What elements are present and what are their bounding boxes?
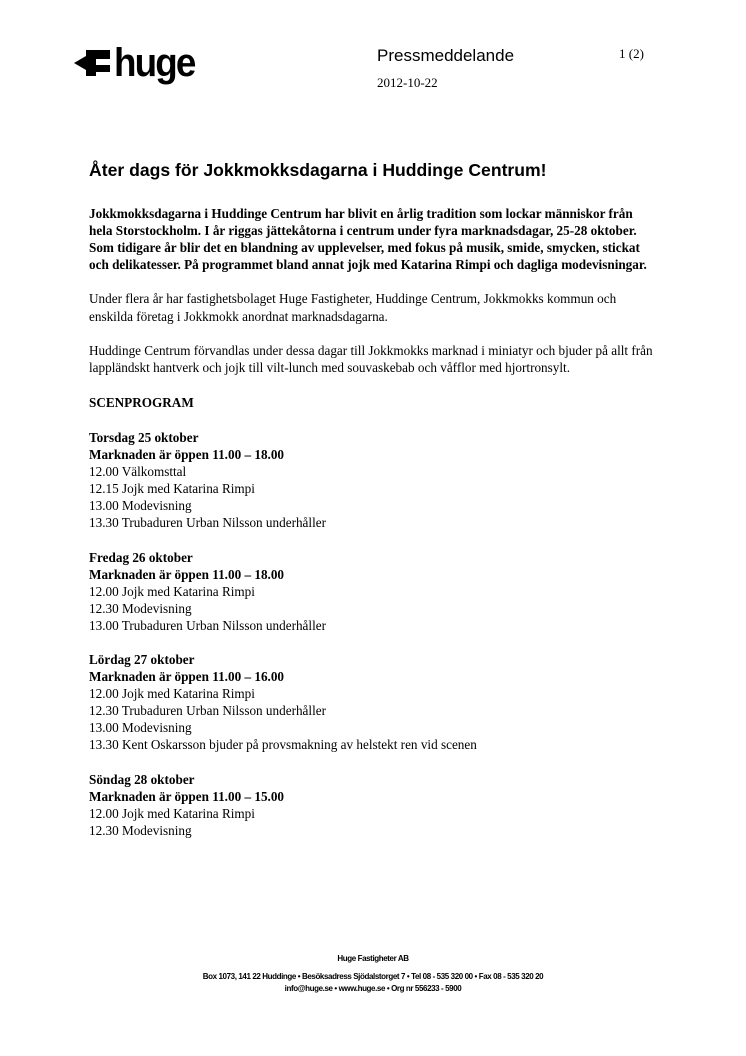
day-title: Torsdag 25 oktober bbox=[89, 429, 199, 445]
day-title: Söndag 28 oktober bbox=[89, 771, 195, 787]
huge-logo-mark-icon bbox=[72, 48, 112, 78]
program-event: 12.00 Jojk med Katarina Rimpi bbox=[89, 805, 255, 821]
body-paragraph: Huddinge Centrum förvandlas under dessa dagar till Jokkmokks marknad i miniatyr och bjuder på allt från lappländskt hantverk och jojk till vilt-lunch med souvaskebab och våfflor med hjortronsylt. bbox=[89, 342, 653, 375]
program-event: 13.00 Trubaduren Urban Nilsson underhåller bbox=[89, 617, 326, 633]
program-event: 13.30 Kent Oskarsson bjuder på provsmakning av helstekt ren vid scenen bbox=[89, 737, 477, 753]
market-hours: Marknaden är öppen 11.00 – 15.00 bbox=[89, 788, 285, 804]
page-footer bbox=[0, 953, 746, 995]
market-hours: Marknaden är öppen 11.00 – 16.00 bbox=[89, 669, 285, 685]
intro-paragraph: Jokkmokksdagarna i Huddinge Centrum har blivit en årlig tradition som lockar människor från hela Storstockholm. I år riggas jättekåtorna i centrum under fyra marknadsdagar, 25-28 oktober. Som tidigare år blir det en blandning av upplevelser, med fokus på musik, smide, smycken, stickat och delikatesser. På programmet bland annat jojk med Katarina Rimpi och dagliga modevisningar. bbox=[89, 206, 647, 273]
program-event: 13.00 Modevisning bbox=[89, 498, 192, 514]
press-release-body bbox=[89, 160, 659, 856]
footer-address: Box 1073, 141 22 Huddinge • Besöksadress Sjödalstorget 7 • Tel 08 - 535 320 00 • Fax 08 - 535 320 20 bbox=[202, 972, 544, 981]
program-event: 13.00 Modevisning bbox=[89, 720, 192, 736]
headline: Åter dags för Jokkmokksdagarna i Huddinge Centrum! bbox=[89, 160, 547, 180]
program-event: 12.15 Jojk med Katarina Rimpi bbox=[89, 481, 255, 497]
page-number: 1 (2) bbox=[619, 46, 644, 61]
body-paragraph: Under flera år har fastighetsbolaget Huge Fastigheter, Huddinge Centrum, Jokkmokks kommun och enskilda företag i Jokkmokk anordnat marknadsdagarna. bbox=[89, 291, 617, 324]
document-type: Pressmeddelande bbox=[377, 46, 515, 65]
program-event: 12.00 Välkomsttal bbox=[89, 464, 187, 480]
program-event: 13.30 Trubaduren Urban Nilsson underhåller bbox=[89, 515, 326, 531]
program-day bbox=[89, 651, 659, 754]
program-event: 12.30 Trubaduren Urban Nilsson underhåller bbox=[89, 703, 326, 719]
document-date: 2012-10-22 bbox=[377, 75, 438, 90]
logo-wordmark: huge bbox=[114, 41, 195, 85]
program-title: SCENPROGRAM bbox=[89, 394, 194, 410]
program-event: 12.00 Jojk med Katarina Rimpi bbox=[89, 583, 255, 599]
market-hours: Marknaden är öppen 11.00 – 18.00 bbox=[89, 566, 285, 582]
program-day bbox=[89, 429, 659, 532]
day-title: Fredag 26 oktober bbox=[89, 549, 193, 565]
program-event: 12.30 Modevisning bbox=[89, 822, 192, 838]
program-event: 12.00 Jojk med Katarina Rimpi bbox=[89, 686, 255, 702]
huge-logo bbox=[72, 38, 202, 88]
footer-contact: info@huge.se • www.huge.se • Org nr 556233 - 5900 bbox=[284, 984, 462, 993]
program-day bbox=[89, 549, 659, 634]
market-hours: Marknaden är öppen 11.00 – 18.00 bbox=[89, 447, 285, 463]
program-event: 12.30 Modevisning bbox=[89, 600, 192, 616]
program-day bbox=[89, 771, 659, 839]
footer-company: Huge Fastigheter AB bbox=[337, 954, 409, 963]
day-title: Lördag 27 oktober bbox=[89, 651, 195, 667]
